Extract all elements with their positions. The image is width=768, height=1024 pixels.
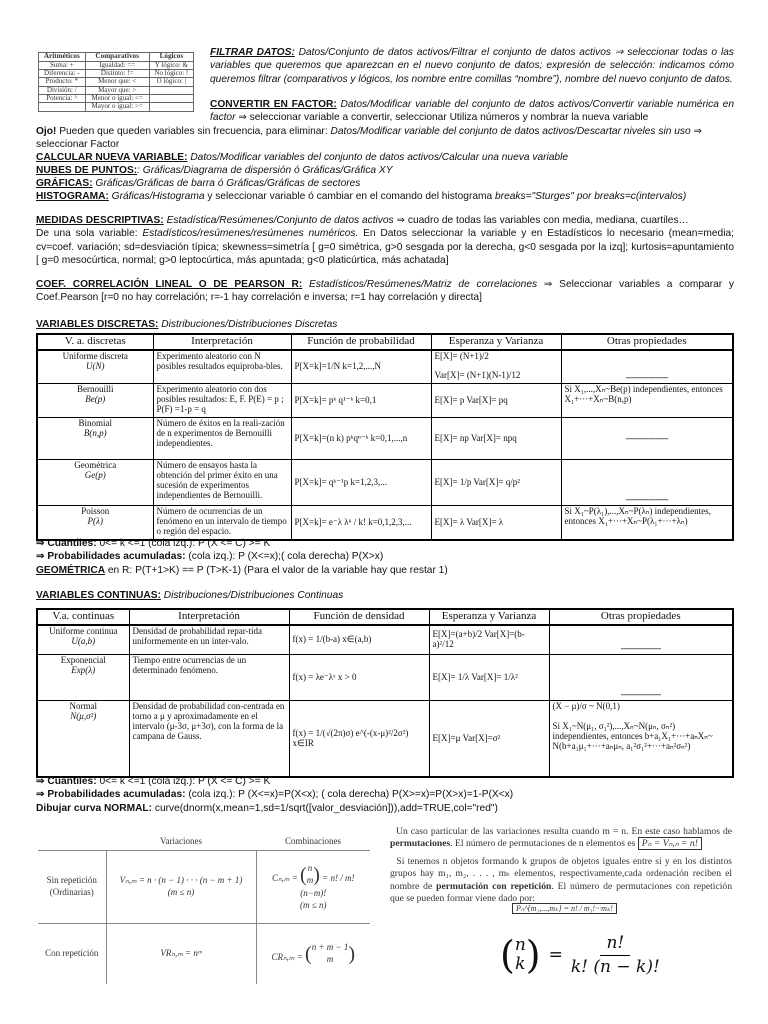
- ops-cell: Suma: +: [39, 61, 86, 69]
- binomial-formula: [500, 930, 660, 980]
- ops-cell: Mayor o igual: >=: [85, 103, 149, 111]
- dist-otras: -----------------: [561, 350, 733, 384]
- comb-header-row: [38, 834, 370, 850]
- binomial-stack: [515, 936, 526, 973]
- ops-cell: No lógico: !: [149, 69, 193, 77]
- combinations-rep-prefix: CRₙ,ₘ =: [271, 951, 303, 962]
- prob-label: ⇒ Probabilidades acumuladas:: [36, 789, 186, 801]
- col-header: V.a. continuas: [37, 609, 129, 625]
- comb-comb-cell: [256, 850, 370, 923]
- dist-interp: Experimento aleatorio con dos posibles resultados: E, F. P(E) = p ; P(F) =1-p = q: [153, 384, 291, 418]
- table-row: [37, 655, 733, 701]
- cuantiles-line: [36, 537, 734, 550]
- col-header: Función de probabilidad: [291, 334, 431, 350]
- dist-esp-cell: [431, 350, 561, 384]
- dist-otras-cell: [549, 701, 733, 777]
- discretas-label: VARIABLES DISCRETAS:: [36, 319, 159, 330]
- ops-cell: O lógico: |: [149, 78, 193, 86]
- dist-symbol: N(μ,σ²): [70, 711, 97, 722]
- filtrar-section: [210, 46, 734, 86]
- discretas-title: [36, 318, 734, 331]
- comb-var-cell: [106, 850, 256, 923]
- continuas-label: VARIABLES CONTINUAS:: [36, 590, 161, 601]
- binom-numerator: n!: [600, 932, 630, 955]
- ops-cell: Potencia: ^: [39, 94, 86, 102]
- curva-line: [36, 802, 734, 815]
- ops-cell: Menor o igual: <=: [85, 94, 149, 102]
- dist-name: Binomial: [78, 418, 112, 429]
- col-header: Otras propiedades: [561, 334, 733, 350]
- curva-text: curve(dnorm(x,mean=1,sd=1/sqrt([valor_desviación])),add=TRUE,col="red"): [152, 802, 498, 814]
- continuas-title: [36, 589, 734, 602]
- normal-standardize: (X − μ)/σ ~ N(0,1): [552, 701, 620, 712]
- dist-symbol: U(a,b): [71, 635, 96, 646]
- dist-name: Normal: [69, 701, 97, 712]
- comb-label-1: Sin repetición: [46, 875, 97, 885]
- equals-sign: =: [548, 944, 563, 965]
- comb-label-2: (Ordinarias): [49, 886, 94, 897]
- prob-line: [36, 550, 734, 563]
- continuas-path: Distribuciones/Distribuciones Continuas: [160, 590, 344, 601]
- perm-p1a: Un caso particular de las variaciones resulta cuando m = n. En este caso hablamos de: [396, 826, 733, 837]
- ops-cell: [149, 103, 193, 111]
- table-row: [37, 506, 733, 540]
- dist-esp: E[X]= np Var[X]= npq: [431, 418, 561, 460]
- perm-repetition-paragraph: [390, 856, 732, 905]
- prob-label: ⇒ Probabilidades acumuladas:: [36, 551, 186, 563]
- cuantiles-text: 0<= k <=1 (cola izq.): P (X <= C) >= K: [96, 538, 271, 549]
- combinations-cond: (m ≤ n): [300, 899, 327, 910]
- continuous-notes: [36, 775, 734, 815]
- table-row: [39, 103, 194, 111]
- coef-label: COEF. CORRELACIÓN LINEAL O DE PEARSON R:: [36, 279, 303, 290]
- table-row: [38, 850, 370, 923]
- ojo-path: Datos/Modificar variable del conjunto de datos activos/Descartar niveles sin uso: [330, 126, 691, 137]
- dist-esp: E[X]= (N+1)/2: [434, 350, 489, 361]
- convertir-section: [210, 98, 734, 125]
- perm-repetition-formula-wrap: [512, 904, 617, 914]
- dist-name-cell: [37, 350, 153, 384]
- dist-symbol: Exp(λ): [71, 665, 96, 676]
- right-paren: ): [525, 933, 541, 977]
- ops-cell: [149, 86, 193, 94]
- dist-name: Uniforme continua: [49, 625, 118, 636]
- perm-repetition-formula: Pₙ^{m₁,...,mₖ} = n! / m₁!···mₖ!: [512, 903, 617, 914]
- col-header: Esperanza y Varianza: [429, 609, 549, 625]
- dist-interp: Número de ocurrencias de un fenómeno en un intervalo de tiempo o región del espacio.: [153, 506, 291, 540]
- ops-cell: Mayor que: >: [85, 86, 149, 94]
- graficas-section: [36, 177, 734, 190]
- dist-esp: E[X]= 1/p Var[X]= q/p²: [431, 460, 561, 506]
- geo-line: [36, 564, 734, 577]
- binom-top: n + m − 1: [311, 942, 349, 952]
- medidas-path: Estadística/Resúmenes/Conjunto de datos activos: [163, 215, 394, 226]
- coef-section: [36, 278, 734, 305]
- table-row: [37, 460, 733, 506]
- dist-esp: E[X]= λ Var[X]= λ: [431, 506, 561, 540]
- dist-esp: E[X]=μ Var[X]=σ²: [429, 701, 549, 777]
- ops-cell: Igualdad: ==: [85, 61, 149, 69]
- operators-header-row: [39, 53, 194, 62]
- col-header: V. a. discretas: [37, 334, 153, 350]
- histograma-path: Gráficas/Histograma: [108, 191, 205, 202]
- comb-row-label: [38, 850, 106, 923]
- permutations-formula: Pₙ = Vₙ,ₙ = n!: [638, 837, 702, 850]
- histograma-label: HISTOGRAMA:: [36, 191, 109, 202]
- permutations-paragraph: [390, 826, 732, 851]
- nubes-label: NUBES DE PUNTOS:: [36, 165, 138, 176]
- ojo-rest: ⇒ seleccionar Factor: [36, 126, 702, 151]
- dist-symbol: Ge(p): [84, 470, 106, 481]
- cuantiles-line: [36, 775, 734, 788]
- dist-interp: Densidad de probabilidad repar-tida uniformemente en un inter-valo.: [129, 625, 289, 655]
- dist-name: Poisson: [81, 506, 110, 517]
- discrete-header-row: [37, 334, 733, 350]
- dist-name: Geométrica: [74, 460, 117, 471]
- dist-symbol: Be(p): [85, 394, 106, 405]
- operators-table: [38, 52, 194, 112]
- comb-header: Combinaciones: [256, 834, 370, 850]
- dist-name-cell: [37, 418, 153, 460]
- coef-rest: ⇒ Seleccionar variables a comparar y Coef.Pearson [r=0 no hay correlación; r=-1 hay correlación e inversa; r=1 hay correlación y directa]: [36, 279, 734, 304]
- table-row: [37, 418, 733, 460]
- col-header: Función de densidad: [289, 609, 429, 625]
- normal-sum-dist: N(b+a₁μ₁+···+aₙμₙ, a₁²σ₁²+···+aₙ²σₙ²): [552, 740, 691, 751]
- dist-func: f(x) = 1/(√(2π)σ) e^(-(x-μ)²/2σ²) x∈IR: [289, 701, 429, 777]
- histograma-code: breaks="Sturges" por breaks=c(intervalos): [495, 191, 687, 202]
- histograma-rest: y seleccionar variable ó cambiar en el comando del histograma: [204, 191, 496, 202]
- table-row: [37, 625, 733, 655]
- dist-name: Uniforme discreta: [62, 350, 128, 361]
- dist-func: f(x) = λe⁻λˣ x > 0: [289, 655, 429, 701]
- dist-symbol: B(n,p): [83, 428, 107, 439]
- dist-func: P[X=k]=1/N k=1,2,...,N: [291, 350, 431, 384]
- calcular-path: Datos/Modificar variables del conjunto de datos activos/Calcular una nueva variable: [187, 152, 569, 163]
- variations-cond: (m ≤ n): [167, 886, 195, 897]
- left-paren: (: [500, 933, 515, 977]
- ops-cell: División: /: [39, 86, 86, 94]
- ops-cell: [149, 94, 193, 102]
- col-header: Interpretación: [153, 334, 291, 350]
- perm-p2a: Si tenemos n objetos formando k grupos de objetos iguales entre sí y en los distintos grupos hay m₁, m₂, . . . , mₖ elementos, respectivamente,cada ordenación reciben el nombre de: [390, 856, 732, 892]
- perm-p2c: . El número de permutaciones con repetición que se pueden formar viene dado por:: [390, 880, 732, 904]
- table-row: [39, 78, 194, 86]
- col-header: Otras propiedades: [549, 609, 733, 625]
- combinatorics-table: [38, 834, 370, 984]
- curva-label: Dibujar curva NORMAL:: [36, 802, 153, 814]
- dist-symbol: P(λ): [87, 516, 103, 527]
- graficas-path: Gráficas/Gráficas de barra ó Gráficas/Gráficas de sectores: [92, 178, 361, 189]
- ops-cell: Distinto: !=: [85, 69, 149, 77]
- discretas-path: Distribuciones/Distribuciones Discretas: [158, 319, 338, 330]
- ops-cell: Menor que: <: [85, 78, 149, 86]
- histograma-section: [36, 190, 734, 203]
- comb-header: [38, 834, 106, 850]
- nubes-section: [36, 164, 734, 177]
- ojo-section: [36, 125, 734, 152]
- binom-k: k: [515, 954, 526, 974]
- dist-esp: E[X]= 1/λ Var[X]= 1/λ²: [429, 655, 549, 701]
- convertir-label: CONVERTIR EN FACTOR:: [210, 99, 337, 110]
- perm-p1c: . El número de permutaciones de n elementos es: [450, 838, 638, 850]
- dist-otras: -----------------: [561, 460, 733, 506]
- dist-interp: Número de éxitos en la reali-zación de n experimentos de Bernouilli independientes.: [153, 418, 291, 460]
- ops-cell: Producto: *: [39, 78, 86, 86]
- medidas-section: [36, 214, 734, 267]
- medidas-line2b: En Datos seleccionar la variable y en Estadísticos lo necesario (mean=media; cv=coef. variación; sd=desviación típica; skewness=simetría [ g=0 simétrica, g>0 sesgada por la derecha, g<0 sesgada por la izq]; kurtosis=apuntamiento [ g=0 mesocúrtica, normal; g>0 leptocúrtica, más apuntada; g<0 platicúrtica, más achatada]: [36, 228, 734, 266]
- dist-interp: Densidad de probabilidad con-centrada en torno a μ y aproximadamente en el intervalo (μ-3σ, μ+3σ), con la forma de la campana de Gauss.: [129, 701, 289, 777]
- medidas-line2a: De una sola variable:: [36, 228, 143, 240]
- perm-p1b: permutaciones: [390, 838, 451, 850]
- dist-func: P[X=k]= pᵏ q¹⁻ᵏ k=0,1: [291, 384, 431, 418]
- cuantiles-text: 0<= k <=1 (cola izq.): P (X <= C) >= K: [96, 776, 271, 787]
- dist-name: Exponencial: [60, 655, 106, 666]
- binomial-coefficient: ( n + m − 1 m ): [305, 942, 356, 965]
- binom-denominator: k! (n − k)!: [570, 956, 660, 977]
- ops-cell: Y lógico: &: [149, 61, 193, 69]
- ops-header: Lógicos: [149, 53, 193, 62]
- dist-otras: ----------------: [549, 625, 733, 655]
- table-row: [37, 701, 733, 777]
- col-header: Interpretación: [129, 609, 289, 625]
- dist-interp: Número de ensayos hasta la obtención del primer éxito en una sucesión de experimentos independientes de Bernouilli.: [153, 460, 291, 506]
- continuous-distributions-table: [36, 608, 734, 778]
- binom-bot: m: [326, 953, 334, 964]
- prob-line: [36, 788, 734, 801]
- ops-header: Comparativos: [85, 53, 149, 62]
- ops-header: Aritméticos: [39, 53, 86, 62]
- discrete-notes: [36, 537, 734, 577]
- variations-formula: Vₙ,ₘ = n · (n − 1) · · · (n − m + 1): [119, 875, 243, 885]
- ops-cell: Diferencia: -: [39, 69, 86, 77]
- table-row: [37, 350, 733, 384]
- ojo-label: Ojo!: [36, 126, 57, 137]
- variations-rep-formula: VRₙ,ₘ = nᵐ: [106, 923, 256, 984]
- medidas-label: MEDIDAS DESCRIPTIVAS:: [36, 215, 164, 226]
- prob-text: (cola izq.): P (X<=x);( cola derecha) P(X>x): [185, 551, 384, 563]
- cuantiles-label: ⇒ Cuantiles:: [36, 538, 97, 549]
- dist-otras: Si X₁,...,Xₙ~Be(p) independientes, entonces X₁+···+Xₙ~B(n,p): [561, 384, 733, 418]
- dist-var: Var[X]= (N+1)(N-1)/12: [434, 370, 521, 381]
- graficas-label: GRÁFICAS:: [36, 178, 93, 189]
- dist-name-cell: [37, 384, 153, 418]
- prob-text: (cola izq.): P (X<=x)=P(X<x); ( cola derecha) P(X>=x)=P(X>x)=1-P(X<x): [185, 789, 514, 801]
- dist-name-cell: [37, 460, 153, 506]
- geo-text: en R: P(T+1>K) == P (T>K-1) (Para el valor de la variable hay que restar 1): [105, 564, 448, 576]
- nubes-path: : Gráficas/Diagrama de dispersión ó Gráficas/Gráfica XY: [137, 165, 393, 176]
- dist-esp: E[X]= p Var[X]= pq: [431, 384, 561, 418]
- binomial-coefficient: ( n m ): [300, 863, 320, 886]
- geo-label: GEOMÉTRICA: [36, 564, 106, 576]
- binom-n: n: [514, 935, 526, 956]
- convertir-path: Datos/Modificar variable del conjunto de datos activos/Convertir variable numérica en factor: [210, 99, 734, 124]
- dist-interp: Tiempo entre ocurrencias de un determinado fenómeno.: [129, 655, 289, 701]
- comb-header: Variaciones: [106, 834, 256, 850]
- coef-path: Estadísticos/Resúmenes/Matriz de correlaciones: [302, 279, 538, 290]
- medidas-rest: ⇒ cuadro de todas las variables con media, mediana, cuartiles…: [393, 215, 689, 226]
- dist-name: Bernouilli: [77, 384, 114, 395]
- ops-cell: [39, 103, 86, 111]
- binom-top: n: [307, 863, 313, 874]
- col-header: Esperanza y Varianza: [431, 334, 561, 350]
- dist-func: P[X=k]=(n k) pᵏqⁿ⁻ᵏ k=0,1,...,n: [291, 418, 431, 460]
- convertir-rest: ⇒ seleccionar variable a convertir, seleccionar Utiliza números y nombrar la nueva variable: [235, 112, 649, 124]
- calcular-label: CALCULAR NUEVA VARIABLE:: [36, 152, 188, 163]
- dist-esp: E[X]=(a+b)/2 Var[X]=(b-a)²/12: [429, 625, 549, 655]
- dist-name-cell: [37, 655, 129, 701]
- dist-name-cell: [37, 625, 129, 655]
- dist-otras: ----------------: [549, 655, 733, 701]
- dist-func: P[X=k]= qᵏ⁻¹p k=1,2,3,...: [291, 460, 431, 506]
- binom-bot: m: [306, 875, 314, 885]
- table-row: [37, 384, 733, 418]
- dist-interp: Experimento aleatorio con N posibles resultados equiproba-bles.: [153, 350, 291, 384]
- dist-otras: Si X₁~P(λ₁),...,Xₙ~P(λₙ) independientes, entonces X₁+···+Xₙ~P(λ₁+···+λₙ): [561, 506, 733, 540]
- filtrar-label: FILTRAR DATOS:: [210, 47, 295, 58]
- normal-sum-prop: Si X₁~N(μ₁, σ₁²),...,Xₙ~N(μₙ, σₙ²) independientes, entonces b+a₁X₁+···+aₙXₙ~: [552, 721, 713, 741]
- continuous-header-row: [37, 609, 733, 625]
- comb-rep-cell: [256, 923, 370, 984]
- discrete-distributions-table: [36, 333, 734, 541]
- perm-p2b: permutación con repetición: [436, 880, 552, 892]
- ojo-text: Pueden que queden variables sin frecuencia, para eliminar:: [56, 126, 331, 137]
- dist-func: f(x) = 1/(b-a) x∈(a,b): [289, 625, 429, 655]
- calcular-section: [36, 151, 734, 164]
- dist-otras: -----------------: [561, 418, 733, 460]
- dist-symbol: U(N): [86, 360, 105, 371]
- binom-fraction: [571, 932, 660, 977]
- dist-name-cell: [37, 701, 129, 777]
- table-row: [38, 923, 370, 984]
- dist-func: P[X=k]= e⁻λ λᵏ / k! k=0,1,2,3,...: [291, 506, 431, 540]
- combinations-eq: = n! / m!(n−m)!: [300, 873, 355, 898]
- cuantiles-label: ⇒ Cuantiles:: [36, 776, 97, 787]
- medidas-line2path: Estadísticos/resúmenes/resúmenes numéricos.: [142, 228, 359, 240]
- comb-row-label: Con repetición: [38, 923, 106, 984]
- dist-name-cell: [37, 506, 153, 540]
- combinations-prefix: Cₙ,ₘ =: [272, 873, 298, 883]
- filtrar-text: Datos/Conjunto de datos activos/Filtrar el conjunto de datos activos ⇒ seleccionar todas o las variables que queremos que aparezcan en el nuevo conjunto de datos; expresión de selección: indicamos cómo queremos filtrar (comparativos y lógicos, los nombre entre comillas “nombre”), nombre del nuevo conjunto de datos.: [210, 47, 734, 85]
